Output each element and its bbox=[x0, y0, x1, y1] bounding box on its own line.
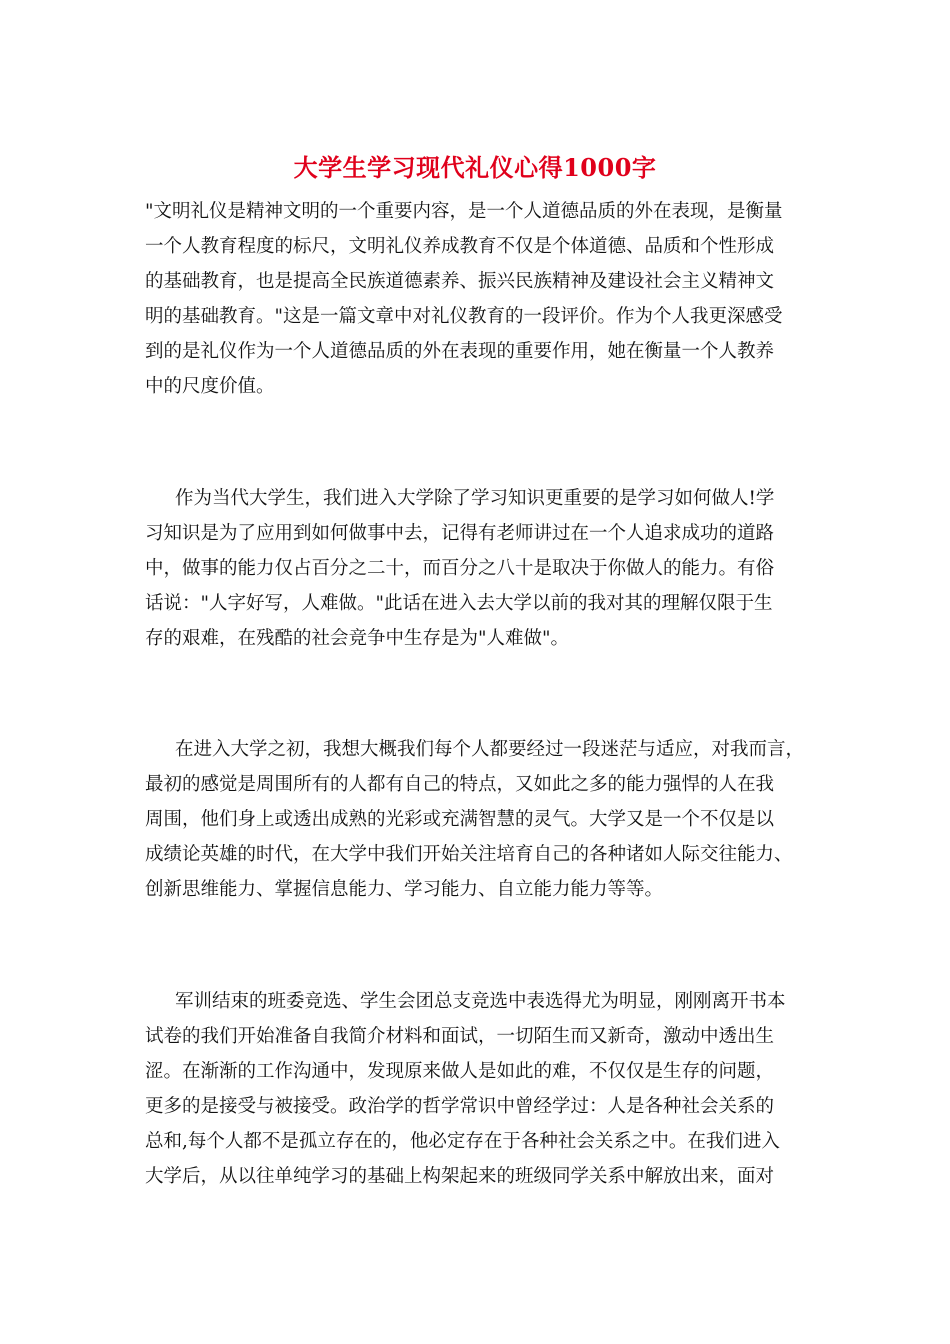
text-line: 创新思维能力、掌握信息能力、学习能力、自立能力能力等等。 bbox=[145, 879, 664, 900]
paragraph-1 bbox=[145, 194, 825, 404]
text-line: 更多的是接受与被接受。政治学的哲学常识中曾经学过：人是各种社会关系的 bbox=[145, 1096, 775, 1117]
text-line: 成绩论英雄的时代，在大学中我们开始关注培育自己的各种诸如人际交往能力、 bbox=[145, 844, 793, 865]
document-title: 大学生学习现代礼仪心得1000字 bbox=[293, 153, 657, 182]
text-line: 周围，他们身上或透出成熟的光彩或充满智慧的灵气。大学又是一个不仅是以 bbox=[145, 809, 775, 830]
text-line: 军训结束的班委竞选、学生会团总支竞选中表选得尤为明显，刚刚离开书本 bbox=[175, 991, 786, 1012]
text-line: 的基础教育，也是提高全民族道德素养、振兴民族精神及建设社会主义精神文 bbox=[145, 271, 775, 292]
text-line: 存的艰难，在残酷的社会竞争中生存是为"人难做"。 bbox=[145, 628, 570, 649]
text-line: "文明礼仪是精神文明的一个重要内容，是一个人道德品质的外在表现，是衡量 bbox=[145, 201, 783, 222]
text-line: 大学后，从以往单纯学习的基础上构架起来的班级同学关系中解放出来，面对 bbox=[145, 1166, 775, 1187]
text-line: 总和,每个人都不是孤立存在的，他必定存在于各种社会关系之中。在我们进入 bbox=[145, 1131, 780, 1152]
text-line: 到的是礼仪作为一个人道德品质的外在表现的重要作用，她在衡量一个人教养 bbox=[145, 341, 775, 362]
text-line: 一个人教育程度的标尺，文明礼仪养成教育不仅是个体道德、品质和个性形成 bbox=[145, 236, 775, 257]
text-line: 试卷的我们开始准备自我简介材料和面试，一切陌生而又新奇，激动中透出生 bbox=[145, 1026, 775, 1047]
text-line: 中的尺度价值。 bbox=[145, 376, 275, 397]
text-line: 最初的感觉是周围所有的人都有自己的特点，又如此之多的能力强悍的人在我 bbox=[145, 774, 775, 795]
paragraph-3 bbox=[145, 732, 825, 907]
text-line: 中，做事的能力仅占百分之二十，而百分之八十是取决于你做人的能力。有俗 bbox=[145, 558, 775, 579]
paragraph-4 bbox=[145, 984, 825, 1194]
text-line: 在进入大学之初，我想大概我们每个人都要经过一段迷茫与适应，对我而言， bbox=[175, 739, 805, 760]
text-line: 作为当代大学生，我们进入大学除了学习知识更重要的是学习如何做人!学 bbox=[175, 488, 775, 509]
text-line: 话说："人字好写，人难做。"此话在进入去大学以前的我对其的理解仅限于生 bbox=[145, 593, 773, 614]
text-line: 习知识是为了应用到如何做事中去，记得有老师讲过在一个人追求成功的道路 bbox=[145, 523, 775, 544]
text-line: 涩。在渐渐的工作沟通中，发现原来做人是如此的难，不仅仅是生存的问题， bbox=[145, 1061, 775, 1082]
text-line: 明的基础教育。"这是一篇文章中对礼仪教育的一段评价。作为个人我更深感受 bbox=[145, 306, 783, 327]
paragraph-2 bbox=[145, 481, 825, 656]
